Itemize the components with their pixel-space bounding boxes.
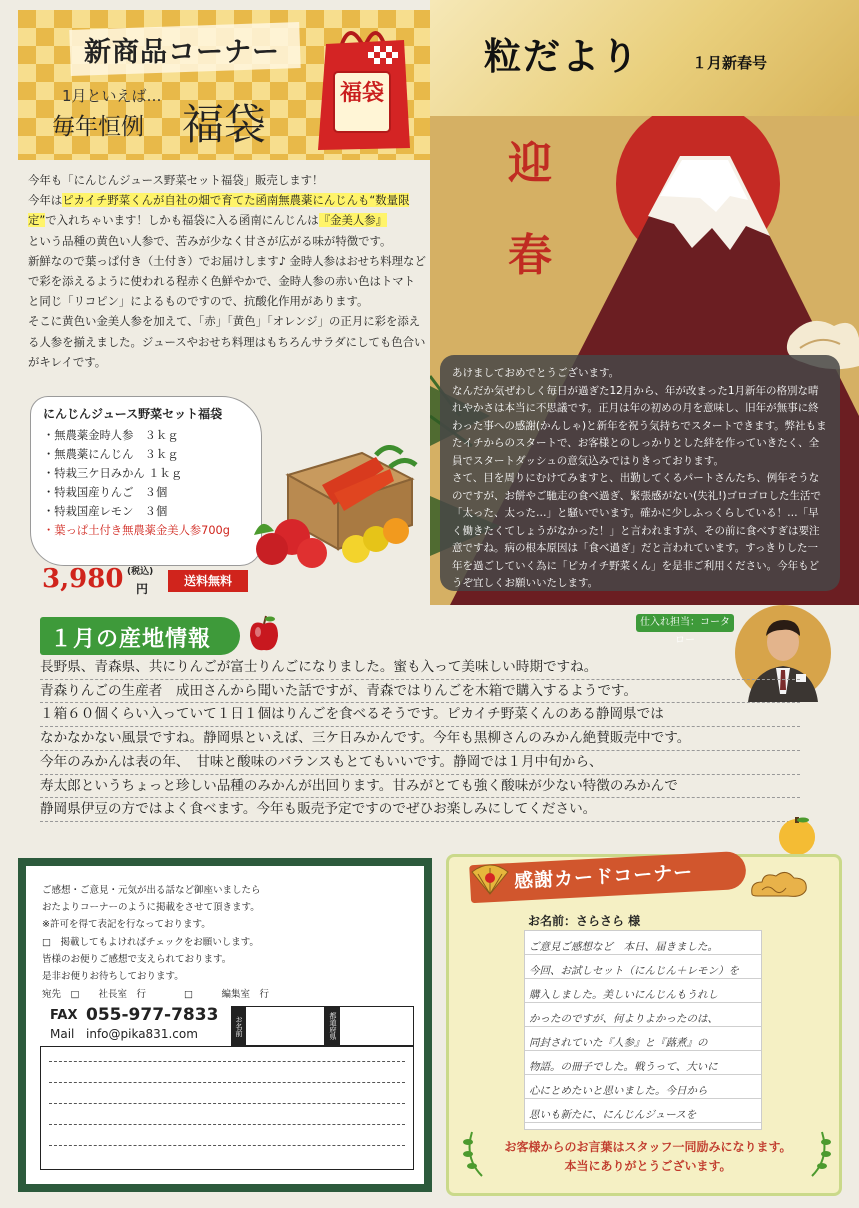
fax-number: 055-977-7833 [86, 1005, 219, 1025]
set-item-special: ・葉っぱ土付き無農薬金美人参700g [43, 524, 230, 537]
mail-address[interactable]: info@pika831.com [86, 1027, 198, 1041]
origin-text [40, 656, 800, 822]
new-product-subtitle-2: 毎年恒例 [52, 114, 144, 140]
writing-line [49, 1145, 405, 1146]
set-title: にんじんジュース野菜セット福袋 [43, 407, 223, 421]
form-intro-line: 是非お便りお待ちしております。 [42, 971, 184, 983]
card-line: 心にとめたいと思いました。今日から [529, 1085, 708, 1097]
greeting-para-3: さて、目を周りにむけてみますと、出勤してくるパートさんたち、例年そうなのですが、お餅やご馳走の食べ過ぎ、緊張感がない(失礼!)ゴロゴロした生活で「太った、太った…」と騒いでいます。確かに少しふっくらしている！…「早く働きたくてしょうがなかった！」と言われますが、その前に食べすぎは要注意ですね。病の根本原因は「食べ過ぎ」だと言われています。すっきりした一年を過ごしていく為に「ピカイチ野菜くん」を是非ご利用ください。今年もどうぞ宜しくお願いいたします。 [452, 472, 821, 589]
laurel-right-icon [806, 1128, 834, 1178]
new-product-subtitle-3: 福袋 [182, 100, 267, 149]
feedback-form [18, 858, 432, 1192]
greeting-para-1: あけましておめでとうございます。 [452, 367, 620, 379]
lucky-bag-illustration [312, 20, 414, 152]
origin-line: 長野県、青森県、共にりんごが富士りんごになりました。蜜も入って美味しい時期ですね。 [40, 656, 800, 680]
set-item: ・特栽国産レモン ３個 [43, 505, 168, 518]
card-line: かったのですが、何よりよかったのは、 [529, 1013, 718, 1025]
new-product-subtitle-1: 1月といえば… [62, 87, 162, 105]
prefecture-field[interactable] [340, 1006, 414, 1046]
body-line-4: 新鮮なので葉っぱ付き（土付き）でお届けします♪ 金時人参はおせち料理などで彩を添えるように使われる程赤く色鮮やかで、金時人参の赤い色はトマトと同じ「リコピン」によるものですので、抗酸化作用があります。 [28, 253, 426, 309]
feedback-form-inner [26, 866, 424, 1184]
buyer-tag: 仕入れ担当：コータロー [636, 614, 734, 632]
recipient-options[interactable]: 宛先 □ 社長室 行 □ 編集室 行 [42, 989, 269, 1000]
thanks-message-2: 本当にありがとうございます。 [564, 1159, 732, 1173]
mail-label: Mail [50, 1027, 75, 1041]
set-item: ・無農薬にんじん ３ｋｇ [43, 448, 179, 461]
card-line: 物語。の冊子でした。戦うって、大いに [529, 1061, 718, 1073]
thanks-message-1: お客様からのお言葉はスタッフ一同励みになります。 [504, 1140, 792, 1154]
greeting-para-2: なんだか気ぜわしく毎日が過ぎた12月から、年が改まった1月新年の格別な晴れやかさは本当に不思議です。正月は年の初めの月を意味し、旧年が無事に終わった事への感謝(かんしゃ)と新年を祝う気持ちでスタートできます。弊社もまたイチからのスタートで、お客様とのしっかりとした絆を作っていきたく、全員でスタートダッシュの意気込みではりきっております。 [452, 384, 827, 467]
apple-icon [244, 614, 284, 654]
writing-line [49, 1103, 405, 1104]
body-line-3: という品種の黄色い人参で、苦みが少なく甘さが広がる味が特徴です。 [28, 233, 392, 248]
origin-title-label [40, 617, 240, 655]
price-yen-label: 円 [136, 582, 149, 596]
set-item: ・無農薬金時人参 ３ｋｇ [43, 429, 179, 442]
origin-title: １月の産地情報 [50, 627, 212, 652]
handwritten-card [524, 930, 762, 1130]
form-intro-line: ※許可を得て表記を行なっております。 [42, 919, 211, 931]
origin-line: 今年のみかんは表の年、 甘味と酸味のバランスもとてもいいです。静岡では１月中旬から、 [40, 751, 800, 775]
writing-line [49, 1082, 405, 1083]
free-shipping-badge: 送料無料 [168, 570, 248, 592]
form-intro-line: おたよりコーナーのように掲載をさせて頂きます。 [42, 902, 260, 914]
origin-line: なかなかない風景ですね。静岡県といえば、三ケ日みかんです。今年も黒柳さんのみかん絶賛販売中です。 [40, 727, 800, 751]
name-field[interactable] [246, 1006, 325, 1046]
message-field[interactable] [40, 1046, 414, 1170]
card-line: 今回、お試しセット（にんじん＋レモン）を [529, 965, 739, 977]
writing-line [49, 1124, 405, 1125]
form-intro [42, 882, 261, 985]
newsletter-title: 粒だより [484, 35, 640, 78]
vegetable-basket-illustration [252, 445, 430, 570]
origin-line: 寿太郎というちょっと珍しい品種のみかんが出回ります。甘みがとても強く酸味が少ない特徴のみかんで [40, 775, 800, 799]
set-item: ・特栽国産りんご ３個 [43, 486, 168, 499]
new-product-title: 新商品コーナー [84, 37, 280, 68]
art-kanji-2: 春 [508, 230, 552, 281]
highlight-kinbi: 『金美人参』 [318, 213, 388, 228]
fax-label: FAX [50, 1008, 78, 1023]
set-item: ・特栽三ケ日みかん １ｋｇ [43, 467, 183, 480]
new-product-body [28, 170, 426, 372]
body-line-5: そこに黄色い金美人参を加えて、「赤」「黄色」「オレンジ」の正月に彩を添える人参を揃えました。ジュースやおせち料理はもちろんサラダにしても色合いがキレイです。 [28, 314, 426, 369]
cloud-ornament-icon [748, 870, 810, 900]
prefecture-label: 都道府県 [325, 1006, 340, 1046]
card-line: 思いも新たに、にんじんジュースを [529, 1109, 697, 1121]
origin-line: 青森りんごの生産者 成田さんから聞いた話ですが、青森ではりんごを木箱で購入するようです。 [40, 680, 800, 704]
thanks-title: 感謝カードコーナー [513, 861, 694, 893]
price-value: 3,980 [42, 564, 124, 594]
mikan-icon [776, 814, 818, 856]
form-intro-line: 皆様のお便りご感想で支えられております。 [42, 953, 232, 965]
publish-permission-checkbox[interactable]: □ 掲載してもよければチェックをお願いします。 [42, 936, 259, 948]
body-line-2: 今年はピカイチ野菜くんが自社の畑で育てた函南無農薬にんじんも“数量限定”で入れちゃいます！しかも福袋に入る函南にんじんは『金美人参』 [28, 193, 410, 228]
card-sender-name: お名前：さらさら 様 [528, 914, 641, 928]
name-label: お名前 [231, 1006, 246, 1046]
newsletter-issue: １月新春号 [692, 54, 768, 72]
origin-line: １箱６０個くらい入っていて１日１個はりんごを食べるそうです。ピカイチ野菜くんのある静岡県では [40, 703, 800, 727]
bag-text: 福袋 [339, 80, 385, 106]
set-contents-box [30, 396, 262, 566]
highlight-text: ピカイチ野菜くんが自社の畑で育てた函南無農薬にんじんも“数量限定” [28, 193, 410, 228]
card-text [529, 935, 761, 1127]
card-line: 購入しました。美しいにんじんもうれし [529, 989, 718, 1001]
origin-line: 静岡県伊豆の方ではよく食べます。今年も販売予定ですのでぜひお楽しみにしてください。 [40, 798, 800, 822]
price-tax-label: (税込) [127, 567, 154, 577]
card-line: 同封されていた『人参』と『蕗煮』の [529, 1037, 708, 1049]
new-year-greeting [440, 355, 840, 591]
card-line: ご意見ご感想など 本日、届きました。 [529, 941, 718, 953]
form-intro-line: ご感想・ご意見・元気が出る話など御座いましたら [42, 885, 261, 896]
fan-icon [470, 862, 510, 896]
art-kanji-1: 迎 [508, 138, 552, 189]
writing-line [49, 1061, 405, 1062]
body-line-1: 今年も「にんじんジュース野菜セット福袋」販売します！ [28, 173, 324, 187]
